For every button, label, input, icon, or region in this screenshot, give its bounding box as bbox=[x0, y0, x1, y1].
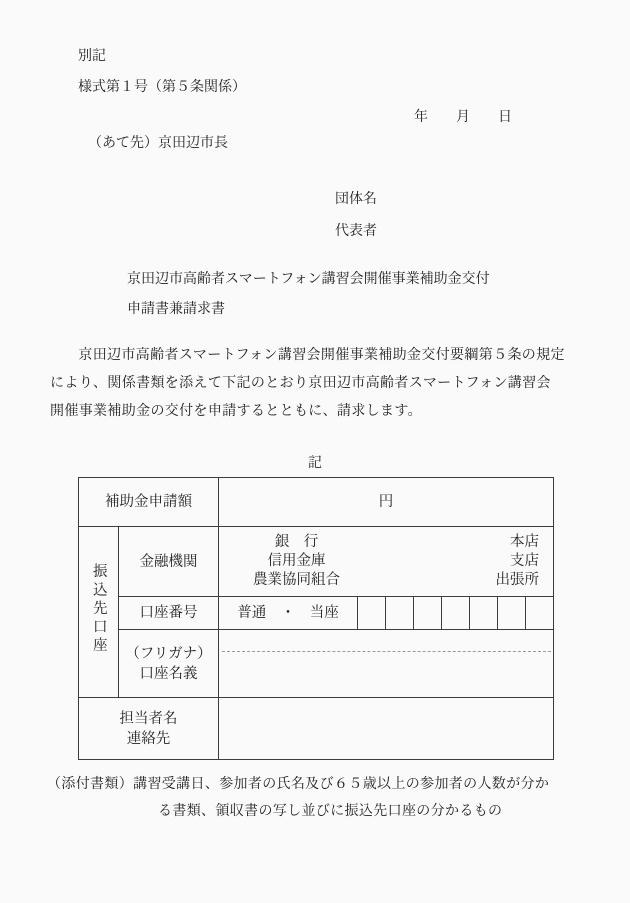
furigana-dotted-rule bbox=[222, 651, 551, 652]
contact-value-cell bbox=[219, 698, 554, 760]
body-paragraph bbox=[50, 342, 565, 426]
institution-type-options bbox=[253, 533, 340, 590]
table-row-financial-institution bbox=[79, 527, 554, 597]
table-row-account-name bbox=[79, 630, 554, 698]
addressee-line: （あて先）京田辺市長 bbox=[88, 136, 228, 151]
account-type-cell: 普通 ・ 当座 bbox=[219, 597, 358, 630]
account-number-digit-cell-7 bbox=[526, 597, 554, 630]
contact-info-label: 連絡先 bbox=[126, 730, 171, 747]
branch-type-branch: 支店 bbox=[510, 553, 539, 569]
table-row-amount bbox=[79, 478, 554, 527]
amount-value-cell bbox=[219, 478, 554, 527]
account-group-label: 振込先口座 bbox=[90, 562, 107, 656]
branch-type-head-office: 本店 bbox=[510, 534, 539, 550]
account-number-label-cell: 口座番号 bbox=[119, 597, 219, 630]
body-line1: 京田辺市高齢者スマートフォン講習会開催事業補助金交付要綱第５条の規定 bbox=[64, 348, 565, 363]
financial-institution-label-cell: 金融機関 bbox=[119, 527, 219, 597]
document-title-line2: 申請書兼請求書 bbox=[127, 302, 225, 317]
account-name-furigana-label: （フリガナ） bbox=[125, 645, 212, 662]
body-line3: 開催事業補助金の交付を申請するとともに、請求します。 bbox=[50, 404, 422, 419]
institution-type-agri-coop: 農業協同組合 bbox=[253, 572, 340, 588]
account-number-digit-cell-1 bbox=[358, 597, 386, 630]
body-line2: により、関係書類を添えて下記のとおり京田辺市高齢者スマートフォン講習会 bbox=[50, 376, 551, 391]
institution-type-shinkin: 信用金庫 bbox=[267, 553, 326, 569]
date-line: 年 月 日 bbox=[414, 110, 512, 125]
account-name-label: 口座名義 bbox=[139, 665, 198, 682]
table-row-account-number bbox=[79, 597, 554, 630]
institution-type-bank: 銀 行 bbox=[274, 534, 319, 550]
attachments-note-line2: る書類、領収書の写し並びに振込先口座の分かるもの bbox=[158, 804, 503, 819]
amount-label-cell: 補助金申請額 bbox=[79, 478, 219, 527]
account-number-digit-cell-5 bbox=[470, 597, 498, 630]
representative-label: 代表者 bbox=[335, 224, 377, 239]
section-marker: 記 bbox=[308, 456, 322, 471]
branch-type-sub-branch: 出張所 bbox=[495, 572, 539, 588]
account-name-value-cell bbox=[219, 630, 554, 698]
account-number-digit-cell-6 bbox=[498, 597, 526, 630]
attachments-note-line1: （添付書類）講習受講日、参加者の氏名及び６５歳以上の参加者の人数が分か bbox=[47, 777, 550, 792]
account-number-digit-cell-3 bbox=[414, 597, 442, 630]
account-name-label-cell bbox=[119, 630, 219, 698]
organization-name-label: 団体名 bbox=[335, 192, 377, 207]
amount-unit: 円 bbox=[378, 494, 394, 510]
account-number-digit-cell-4 bbox=[442, 597, 470, 630]
branch-type-options bbox=[496, 533, 540, 590]
contact-person-label: 担当者名 bbox=[119, 710, 178, 727]
form-number: 様式第１号（第５条関係） bbox=[78, 80, 246, 95]
document-title bbox=[127, 265, 490, 325]
contact-label-cell bbox=[79, 698, 219, 760]
account-group-label-cell bbox=[79, 527, 119, 698]
financial-institution-value-cell bbox=[219, 527, 554, 597]
table-row-contact bbox=[79, 698, 554, 760]
account-number-digit-cell-2 bbox=[386, 597, 414, 630]
document-title-line1: 京田辺市高齢者スマートフォン講習会開催事業補助金交付 bbox=[127, 272, 490, 287]
appendix-label: 別記 bbox=[78, 49, 106, 64]
application-table bbox=[78, 477, 554, 760]
